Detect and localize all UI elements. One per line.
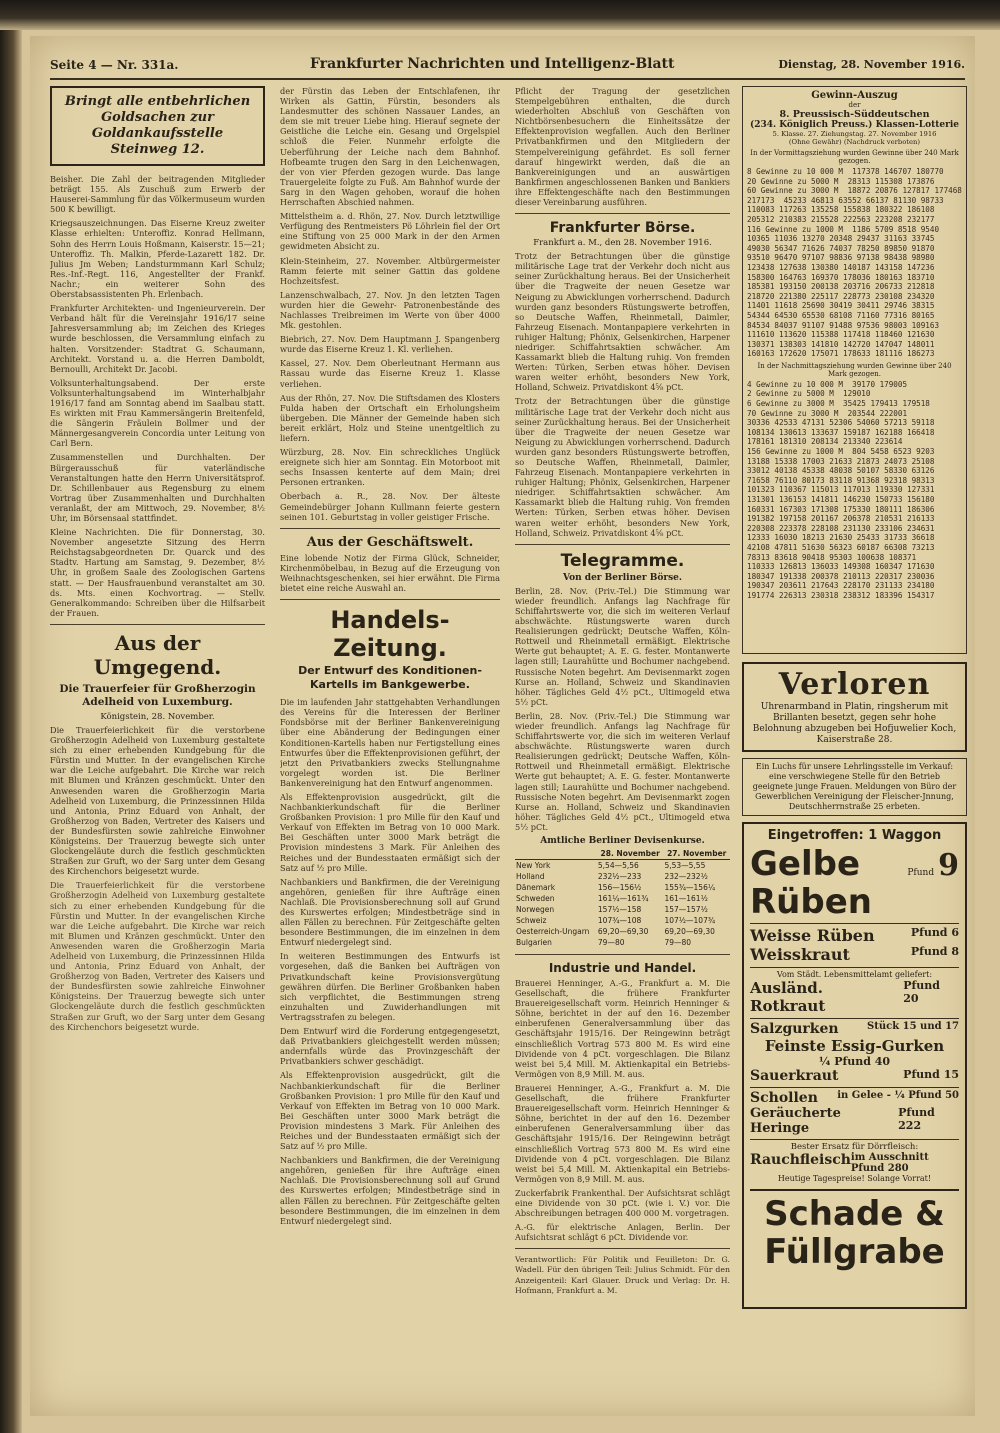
table-row: [515, 860, 730, 872]
lottery-line: 10365 11036 13270 20348 29437 31163 33745: [747, 234, 935, 244]
table-cell: 69,20—69,30: [597, 927, 649, 936]
lottery-line: 110083 117263 135258 155838 180322 186108: [747, 205, 935, 215]
store-name: Schade &: [750, 1189, 959, 1233]
article-text: Oberbach a. R., 28. Nov. Der älteste Gemeindebürger Johann Kullmann feierte gestern seinen 101. Geburtstag in voller geistiger Frische.: [280, 491, 500, 522]
divider: [515, 1248, 730, 1249]
lottery-line: 156 Gewinne zu 1000 M 804 5458 6523 9203: [747, 447, 935, 457]
table-cell: 79—80: [597, 938, 625, 947]
gold-collection-ad: Bringt alle entbehrlichen Goldsachen zur Goldankaufsstelle Steinweg 12.: [50, 86, 265, 166]
lottery-line: 191774 226313 230318 238312 183396 154317: [747, 590, 935, 600]
lottery-note: (Ohne Gewähr) (Nachdruck verboten): [788, 138, 921, 146]
article-headline: Die Trauerfeier für Großherzogin Adelheid von Luxemburg.: [59, 682, 256, 708]
item-label: Rauchfleisch: [750, 1152, 851, 1168]
article-text: Volksunterhaltungsabend. Der erste Volksunterhaltungsabend im Winterhalbjahr 1916/17 fand am Sonntag abend im Saalbau statt. Es wirkten mit Frau Kammersängerin Breitenfeld, die Sängerin Fräulein Bollmer und der Männergesangverein Concordia unter Leitung von Carl Bern.: [50, 377, 265, 449]
table-cell: 107½—107¾: [664, 916, 716, 925]
table-header: 27. November: [663, 848, 730, 860]
lost-ad-text: Uhrenarmband in Platin, ringsherum mit Brillanten besetzt, gegen sehr hohe Belohnung abzugeben bei Hofjuwelier Koch, Kaiserstraße 28.: [752, 702, 957, 745]
article-text: Mittelstheim a. d. Rhön, 27. Nov. Durch letztwillige Verfügung des Rentmeisters Pö Löhrlein fiel der Ort eine Stiftung von 25 000 Mark in der den Armen gewidmeten Absicht zu.: [280, 211, 500, 252]
grocery-ad: [742, 822, 967, 1309]
lottery-line: 11401 11618 25690 30419 30411 29746 38315: [747, 301, 935, 311]
page-edge-top: [0, 0, 1000, 30]
lottery-line: 49030 56347 71626 74037 78250 89850 91870: [747, 243, 935, 253]
divider: [280, 528, 500, 529]
section-heading: Handels-Zeitung.: [330, 606, 450, 663]
item-label: Salzgurken: [750, 1021, 839, 1037]
lost-ad-title: Verloren: [778, 667, 931, 702]
table-cell: Norwegen: [516, 905, 555, 914]
table-cell: 5,53—5,55: [664, 861, 706, 870]
article-text: Beisher. Die Zahl der beitragenden Mitglieder beträgt 155. Als Zuschuß zum Erwerb der Hauserei-Sammlung für das Völkermuseum wurden 500 K bewilligt.: [50, 174, 265, 215]
table-cell: Bulgarien: [516, 938, 552, 947]
table-cell: 161¼—161¾: [597, 894, 649, 903]
newspaper-page: [30, 36, 975, 1416]
table-cell: 155¾—156¼: [664, 883, 716, 892]
item-label: Weisskraut: [750, 945, 850, 964]
divider: [50, 624, 265, 625]
article-text: Eine lobende Notiz der Firma Glück, Schneider, Kirchenmöbelbau, in Bezug auf die Erzeugung von Weihnachtsgeschenken, sei hier erwähnt. Die Firma bietet eine reiche Auswahl an.: [280, 552, 500, 594]
table-cell: 107¾—108: [597, 916, 642, 925]
grocery-row: [750, 1018, 959, 1037]
grocery-row: [750, 945, 959, 964]
dateline: Königstein, 28. November.: [100, 711, 215, 722]
lottery-line: 205312 210383 215528 222563 223208 232177: [747, 214, 935, 224]
article-text: Nachbankiers und Bankfirmen, die der Vereinigung angehören, genießen für ihre Aufträge einen Nachlaß. Die Provisionsberechnung soll auf Grund des Kurswertes erfolgen; Mindestbeträge sind in allen Fällen zu berechnen. Für Zeitgeschäfte gelten besondere Bestimmungen, die im einzelnen in dem Entwurf niedergelegt sind.: [280, 1155, 500, 1226]
item-price: im Ausschnitt Pfund 280: [850, 1152, 929, 1174]
divider: [280, 599, 500, 600]
table-row: [515, 904, 730, 915]
lottery-line: 101323 110367 115013 117013 119330 127331: [747, 485, 935, 495]
divider: [515, 544, 730, 545]
newspaper-title: Frankfurter Nachrichten und Intelligenz-Blatt: [310, 56, 675, 72]
column-2: [280, 86, 500, 1404]
currency-table: [515, 848, 730, 948]
store-name: Füllgrabe: [764, 1232, 945, 1272]
table-cell: 161—161½: [664, 894, 708, 903]
table-cell: New York: [516, 861, 551, 870]
divider: [515, 954, 730, 955]
lottery-line: 191382 197158 201167 206378 210531 216133: [747, 514, 935, 524]
lost-item-ad: [742, 662, 967, 752]
page-number: Seite 4 — Nr. 331a.: [50, 58, 179, 72]
table-row: [515, 915, 730, 926]
lottery-line: 180347 191338 200378 210113 220317 230036: [747, 571, 935, 581]
item-price: Pfund 8: [910, 945, 959, 958]
item-note: Heutige Tagespreise! Solange Vorrat!: [777, 1174, 932, 1183]
subheading: Von der Berliner Börse.: [562, 572, 683, 583]
section-heading: Aus der Umgegend.: [93, 630, 222, 679]
table-cell: 157—157½: [664, 905, 708, 914]
item-price: in Gelee - ¼ Pfund 50: [837, 1090, 959, 1101]
lottery-line: 20 Gewinne zu 5000 M 28313 115308 173876: [747, 176, 935, 186]
article-text: Berlin, 28. Nov. (Priv.-Tel.) Die Stimmung war wieder freundlich. Anfangs lag Nachfrage für Schiffahrtswerte vor, die sich im weiteren Verlauf abschwächte. Rüstungswerte waren durch Realisierungen gedrückt; Deutsche Waffen, Köln-Rottweil und Rheinmetall ermäßigt. Elektrische Werte gut behauptet; A. E. G. fester. Montanwerte lagen still; Laurahütte und Bochumer nachgebend. Russische Noten begehrt. Am Devisenmarkt zogen Kurse an. Holland, Schweiz und Skandinavien höher. Tägliches Geld 4½ pCt., Ultimogeld etwa 5½ pCt.: [515, 710, 730, 832]
lottery-subtitle: 8. Preussisch-Süddeutschen: [779, 109, 930, 120]
lottery-line: 178161 181310 208134 213340 223614: [747, 437, 903, 447]
lottery-line: 108134 130613 133637 159187 162188 166418: [747, 427, 935, 437]
table-header: [515, 848, 597, 860]
lottery-line: 2 Gewinne zu 5000 M 129010: [747, 389, 871, 399]
lottery-line: 218720 221380 225117 228773 230108 234320: [747, 291, 935, 301]
table-cell: 5,54—5,56: [597, 861, 639, 870]
lottery-subtitle: (234. Königlich Preuss.) Klassen-Lotterie: [749, 120, 960, 130]
lottery-line: 6 Gewinne zu 3000 M 35425 179413 179518: [747, 399, 930, 409]
table-row: [515, 893, 730, 904]
lottery-line: 158300 164763 169370 178036 180163 183710: [747, 272, 935, 282]
article-text: Zuckerfabrik Frankenthal. Der Aufsichtsrat schlägt eine Dividende von 30 pCt. (wie i. V.) vor. Die Abschreibungen betragen 400 000 M. vorgetragen.: [515, 1187, 730, 1219]
lottery-line: 160331 167303 171308 175330 180111 186306: [747, 504, 935, 514]
table-row: [515, 871, 730, 882]
table-cell: 232—232½: [664, 872, 708, 881]
carrots-unit: Pfund: [907, 868, 935, 878]
lottery-line: 12333 16030 18213 21630 25433 31733 36618: [747, 533, 935, 543]
lottery-intro: In der Vormittagsziehung wurden Gewinne über 240 Mark gezogen.: [750, 149, 959, 165]
section-heading: Frankfurter Börse.: [549, 220, 696, 237]
article-text: Aus der Rhön, 27. Nov. Die Stiftsdamen des Klosters Fulda haben der Ortschaft ein Erholungsheim übergeben. Die Männer der Gemeinde haben sich bereit erklärt, Holz und Steine unentgeltlich zu liefern.: [280, 392, 500, 443]
lottery-line: 190347 203611 217643 228170 231133 234180: [747, 581, 935, 591]
section-heading: Aus der Geschäftswelt.: [306, 534, 474, 550]
article-text: In weiteren Bestimmungen des Entwurfs ist vorgesehen, daß die Banken bei Aufträgen von Privatkundschaft keine Provisionsvergütung gewähren dürfen. Die Berliner Großbanken haben sich verpflichtet, die Bestimmungen streng einzuhalten und Zuwiderhandlungen mit Vertragsstrafen zu belegen.: [280, 951, 500, 1022]
item-label: Ausländ. Rotkraut: [750, 979, 826, 1015]
lottery-numbers: [747, 380, 962, 601]
lottery-line: 93510 96470 97107 98836 97138 98438 98980: [747, 253, 935, 263]
table-cell: Holland: [516, 872, 545, 881]
item-label: Geräucherte Heringe: [750, 1106, 841, 1136]
lottery-line: 123438 127638 130380 140187 143158 147236: [747, 262, 935, 272]
lottery-line: 160163 172620 175071 178633 181116 186273: [747, 349, 935, 359]
lottery-line: 13188 15338 17003 21633 21873 24073 25108: [747, 456, 935, 466]
imprint: Verantwortlich: Für Politik und Feuilleton: Dr. G. Wadell. Für den übrigen Teil: Julius Schmidt. Für den Anzeigenteil: Karl Glauer. Druck und Verlag: Dr. H. Hofmann, Frankfurt a. M.: [515, 1255, 730, 1295]
table-cell: 69,20—69,30: [664, 927, 715, 936]
lottery-results: [742, 86, 967, 654]
lottery-line: 71658 76110 80173 83118 91368 92318 98313: [747, 475, 935, 485]
article-headline: Der Entwurf des Konditionen-Kartells im Bankgewerbe.: [298, 664, 482, 692]
lottery-line: 70 Gewinne zu 3000 M 203544 222001: [747, 408, 908, 418]
issue-date: Dienstag, 28. November 1916.: [778, 58, 965, 71]
lottery-line: 78313 83618 90418 95303 100638 108371: [747, 552, 917, 562]
table-cell: Oesterreich-Ungarn: [516, 927, 590, 936]
item-price: Pfund 20: [903, 979, 940, 1005]
grocery-waggon: Eingetroffen: 1 Waggon: [767, 828, 942, 843]
article-text: Frankfurter Architekten- und Ingenieurverein. Der Verband hält für die Vereinsjahr 1916/17 seine Jahresversammlung ab; im Zeichen des Krieges wurde beschlossen, die Versammlung einfach zu halten. Vorsitzender: Stadtrat G. Schaumann, Architekt. Vorstand u. a. die Herren Damboldt, Bernoulli, Architekt Dr. Jacobi.: [50, 303, 265, 374]
job-ad: Ein Luchs für unsere Lehrlingsstelle im Verkauf: eine verschwiegene Stelle für den Betrieb geeignete junge Frauen. Meldungen von Büro der Gewerblichen Vereinigung der Fleischer-Jnnung, Deutschherrnstraße 25 erbeten.: [742, 758, 967, 816]
grocery-row: [750, 1106, 959, 1136]
table-cell: 156—156½: [597, 883, 642, 892]
article-text: Die Trauerfeierlichkeit für die verstorbene Großherzogin Adelheid von Luxemburg gestaltete sich zu einer erhebenden Kundgebung für die Fürstin und Mutter. In der evangelischen Kirche war die Leiche aufgebahrt. Die Kirche war reich mit Blumen und Kränzen geschmückt. Unter den Anwesenden waren die Großherzogin Maria Adelheid von Luxemburg, die Prinzessinnen Hilda und Antonia, Prinz Eduard von Anhalt, der Großherzog von Baden, Vertreter des Kaisers und der Bundesfürsten sowie zahlreiche Einwohner Königsteins. Der Trauerzug bewegte sich unter Glockengeläute durch die festlich geschmückten Straßen zur Gruft, wo der Sarg unter dem Gesang des Kirchenchors beigesetzt wurde.: [50, 880, 265, 1032]
article-text: A.-G. für elektrische Anlagen, Berlin. Der Aufsichtsrat schlägt 6 pCt. Dividende vor.: [515, 1222, 730, 1243]
lottery-line: 30336 42533 47131 52306 54060 57213 59118: [747, 418, 935, 428]
lottery-line: 130371 138303 141810 142720 147047 148011: [747, 339, 935, 349]
article-text: Kleine Nachrichten. Die für Donnerstag, 30. November angesetzte Sitzung des Herrn Reichstagsabgeordneten Dr. Quarck und des Stadtv. Hartung am Samstag, 9. Dezember, 8½ Uhr, in großem Saale des Zoologischen Gartens statt. — Der Hausfrauenbund veranstaltet am 30. ds. Mts. einen Kochvortrag. — Stellv. Generalkommando: Schreiben über die Hilfsarbeit der Frauen.: [50, 527, 265, 618]
lottery-line: 8 Gewinne zu 10 000 M 117378 146707 180770: [747, 167, 944, 176]
item-label: Schollen: [750, 1090, 818, 1106]
article-text: Kriegsauszeichnungen. Das Eiserne Kreuz zweiter Klasse erhielten: Unteroffiz. Konrad Hellmann, Sohn des Herrn Louis Hoßmann, Kaiserstr. 15—21; Unteroffiz. Th. Malkin, Pferde-Lazarett 182. Dr. Julius Jm Weben; Landsturmmann Karl Schulz; Res.-Inf.-Regt. 116, Angestellter der Frankf. Nachr.; ein weiterer Sohn des Oberstabsassistenten Ph. Erlenbach.: [50, 218, 265, 300]
lottery-line: 111610 113620 115388 117418 118460 121630: [747, 330, 935, 340]
grocery-row: [750, 1152, 959, 1174]
item-label: Feinste Essig-Gurken: [764, 1037, 945, 1055]
grocery-row: [750, 1087, 959, 1106]
item-price: Pfund 222: [898, 1106, 935, 1132]
article-text: Klein-Steinheim, 27. November. Altbürgermeister Ramm feierte mit seiner Gattin das goldene Hochzeitsfest.: [280, 255, 500, 286]
article-text: Biebrich, 27. Nov. Dem Hauptmann J. Spangenberg wurde das Eiserne Kreuz 1. Kl. verliehen.: [280, 334, 500, 355]
table-header: 28. November: [597, 848, 664, 860]
lottery-subtitle: der: [848, 101, 861, 109]
item-price: Pfund 15: [903, 1068, 959, 1081]
item-price: ¼ Pfund 40: [818, 1055, 891, 1068]
article-text: Brauerei Henninger, A.-G., Frankfurt a. M. Die Gesellschaft, die frühere Frankfurter Brauereigesellschaft vorm. Heinrich Henninger & Söhne, berichtet in der auf den 16. Dezember einberufenen Generalversammlung über das Geschäftsjahr 1915/16. Der Reingewinn beträgt einschließlich Vortrag 573 800 M. Es wird eine Dividende von 4 pCt. vorgeschlagen. Die Bilanz weist bei 5,4 Mill. M. Aktienkapital ein Betriebs-Vermögen von 8,9 Mill. M. aus.: [515, 978, 730, 1079]
table-cell: 232½—233: [597, 872, 642, 881]
lottery-numbers: [747, 167, 962, 359]
item-price: Pfund 6: [910, 926, 959, 939]
item-label: Sauerkraut: [750, 1068, 839, 1084]
article-text: der Fürstin das Leben der Entschlafenen, ihr Wirken als Gattin, Fürstin, besonders als Landesmutter des schönen Nassauer Landes, an dem sie mit treuer Liebe hing. Hierauf segnete der Geistliche die Leiche ein. Gesang und Orgelspiel schloß die Feier. Nunmehr erfolgte die Ueberführung der Leiche nach dem Bahnhof. Hofbeamte trugen den Sarg in den Leichenwagen, der von vier Pferden gezogen wurde. Das lange Trauergeleite folgte zu Fuß. Am Bahnhof wurde der Sarg in den Wagen gehoben, worauf die hohen Herrschaften Abschied nahmen.: [280, 86, 500, 208]
article-text: Trotz der Betrachtungen über die günstige militärische Lage trat der Verkehr doch nicht aus seiner Zurückhaltung heraus. Bei der Unsicherheit über die Tragweite der neuen Gesetze war Neigung zu Abwicklungen vorherrschend. Dadurch wurden ganz besonders Rüstungswerte betroffen, so Deutsche Waffen, Rheinmetall, Daimler, Fahrzeug Eisenach. Montanpapiere verkehrten in ruhiger Haltung; Phönix, Gelsenkirchen, Harpener niedriger. Schiffahrtsaktien schwächer. Am Kassamarkt blieb die Haltung ruhig. Von fremden Werten: Türken, Serben etwas höher. Devisen waren weiter erhöht, besonders New York, Holland, Schweiz. Privatdiskont 4⅝ pCt.: [515, 396, 730, 538]
article-text: Als Effektenprovision ausgedrückt, gilt die Nachbankierkundschaft für die Berliner Großbanken Provision: 1 pro Mille für den Kauf und Verkauf von Effekten im Betrag von 10 000 Mark. Bei Geschäften unter 3000 Mark beträgt die Provision mindestens 3 Mark. Für Anleihen des Reiches und der Bundesstaaten ermäßigt sich der Satz auf ½ pro Mille.: [280, 791, 500, 873]
section-heading: Industrie und Handel.: [548, 961, 697, 975]
article-text: Dem Entwurf wird die Forderung entgegengesetzt, daß Privatbankiers gleichgestellt werden müssen; andernfalls würde das Provinzgeschäft der Privatbankiers schwer geschädigt.: [280, 1026, 500, 1067]
article-text: Nachbankiers und Bankfirmen, die der Vereinigung angehören, genießen für ihre Aufträge einen Nachlaß. Die Provisionsberechnung soll auf Grund des Kurswertes erfolgen; Mindestbeträge sind in allen Fällen zu berechnen. Für Zeitgeschäfte gelten besondere Bestimmungen, die im einzelnen in dem Entwurf niedergelegt sind.: [280, 876, 500, 948]
lottery-line: 220308 223378 228108 231130 233106 234631: [747, 523, 935, 533]
page-edge-left: [0, 0, 22, 1433]
column-1: [50, 86, 265, 1404]
grocery-row: [750, 1068, 959, 1084]
masthead-line: [50, 56, 965, 80]
lottery-line: 116 Gewinne zu 1000 M 1186 5709 8518 9540: [747, 224, 940, 234]
lottery-line: 33012 40138 45338 48038 50107 58330 63126: [747, 466, 935, 476]
table-cell: Schweiz: [516, 916, 547, 925]
lottery-line: 185381 193150 200138 203716 206733 212818: [747, 282, 935, 292]
carrots-row: [750, 845, 959, 921]
lottery-title: Gewinn-Auszug: [811, 90, 898, 101]
lottery-intro: In der Nachmittagsziehung wurden Gewinne über 240 Mark gezogen.: [757, 361, 952, 378]
table-cell: 157½—158: [597, 905, 642, 914]
table-row: [515, 937, 730, 948]
carrots-price: 9: [938, 848, 959, 883]
article-text: Die Trauerfeierlichkeit für die verstorbene Großherzogin Adelheid von Luxemburg gestaltete sich zu einer erhebenden Kundgebung für die Fürstin und Mutter. In der evangelischen Kirche war die Leiche aufgebahrt. Die Kirche war reich mit Blumen und Kränzen geschmückt. Unter den Anwesenden waren die Großherzogin Maria Adelheid von Luxemburg, die Prinzessinnen Hilda und Antonia, Prinz Eduard von Anhalt, der Großherzog von Baden, Vertreter des Kaisers und der Bundesfürsten sowie zahlreiche Einwohner Königsteins. Der Trauerzug bewegte sich unter Glockengeläute durch die festlich geschmückten Straßen zur Gruft, wo der Sarg unter dem Gesang des Kirchenchors beigesetzt wurde.: [50, 724, 265, 877]
lottery-line: 54344 64530 65530 68108 71160 77316 80165: [747, 310, 935, 320]
grocery-row: [750, 923, 959, 945]
lottery-line: 84534 84037 91107 91488 97536 98003 109163: [747, 320, 940, 330]
subheading: Amtliche Berliner Devisenkurse.: [540, 836, 705, 846]
lottery-line: 4 Gewinne zu 10 000 M 39170 179005: [747, 379, 908, 389]
column-3: [515, 86, 730, 1404]
article-text: Berlin, 28. Nov. (Priv.-Tel.) Die Stimmung war wieder freundlich. Anfangs lag Nachfrage für Schiffahrtswerte vor, die sich im weiteren Verlauf abschwächte. Rüstungswerte waren durch Realisierungen gedrückt; Deutsche Waffen, Köln-Rottweil und Rheinmetall ermäßigt. Elektrische Werte gut behauptet; A. E. G. fester. Montanwerte lagen still; Laurahütte und Bochumer nachgebend. Russische Noten begehrt. Am Devisenmarkt zogen Kurse an. Holland, Schweiz und Skandinavien höher. Tägliches Geld 4½ pCt., Ultimogeld etwa 5½ pCt.: [515, 585, 730, 707]
article-text: Pflicht der Tragung der gesetzlichen Stempelgebühren enthalten, die durch wiederholten Abschluß von Geschäften von Nichtbörsenbesuchern die Einheitssätze der Effektenprovision wegfallen. Auch den Berliner Privatbankfirmen und den Mitgliedern der Stempelvereinigung gefährdet. Es soll ferner darauf hingewirkt werden, daß die an Bankvereinigungen und an auswärtigen Bankfirmen angeschlossenen Banken und Bankiers ihre Effektengeschäfte nach den Bestimmungen dieser Vereinbarung ausführen.: [515, 86, 730, 208]
lottery-line: 110333 126813 136033 149308 160347 171630: [747, 562, 935, 572]
dateline: Frankfurt a. M., den 28. November 1916.: [533, 238, 712, 249]
item-note: Bester Ersatz für Dörrfleisch:: [750, 1139, 959, 1152]
column-4: [742, 86, 967, 1404]
article-text: Trotz der Betrachtungen über die günstige militärische Lage trat der Verkehr doch nicht aus seiner Zurückhaltung heraus. Bei der Unsicherheit über die Tragweite der neuen Gesetze war Neigung zu Abwicklungen vorherrschend. Dadurch wurden ganz besonders Rüstungswerte betroffen, so Deutsche Waffen, Rheinmetall, Daimler, Fahrzeug Eisenach. Montanpapiere verkehrten in ruhiger Haltung; Phönix, Gelsenkirchen, Harpener niedriger. Schiffahrtsaktien schwächer. Am Kassamarkt blieb die Haltung ruhig. Von fremden Werten: Türken, Serben etwas höher. Devisen waren weiter erhöht, besonders New York, Holland, Schweiz. Privatdiskont 4⅝ pCt.: [515, 251, 730, 393]
lottery-line: 60 Gewinne zu 3000 M 18872 20876 127817 177468: [747, 186, 962, 196]
article-text: Brauerei Henninger, A.-G., Frankfurt a. M. Die Gesellschaft, die frühere Frankfurter Brauereigesellschaft vorm. Heinrich Henninger & Söhne, berichtet in der auf den 16. Dezember einberufenen Generalversammlung über das Geschäftsjahr 1915/16. Der Reingewinn beträgt einschließlich Vortrag 573 800 M. Es wird eine Dividende von 4 pCt. vorgeschlagen. Die Bilanz weist bei 5,4 Mill. M. Aktienkapital ein Betriebs-Vermögen von 8,9 Mill. M. aus.: [515, 1082, 730, 1184]
lottery-line: 217173 45233 46813 63552 66137 81130 98733: [747, 195, 944, 205]
table-cell: 79—80: [664, 938, 692, 947]
article-text: Die im laufenden Jahr stattgehabten Verhandlungen des Vereins für die Interessen der Berliner Fondsbörse mit der Berliner Bankenvereinigung über eine Abänderung der Bedingungen einer Konditionen-Kartells haben nur Fertigstellung eines Entwurfes über die Effektenprovisionen geführt, der jetzt den Privatbankiers zwecks Stellungnahme vorgelegt worden ist. Die Berliner Bankenvereinigung hat den Entwurf angenommen.: [280, 697, 500, 788]
table-row: [515, 926, 730, 937]
divider: [515, 213, 730, 214]
item-note: Vom Städt. Lebensmittelamt geliefert:: [750, 967, 959, 979]
item-label: Weisse Rüben: [750, 926, 875, 945]
article-text: Lanzenschwalbach, 27. Nov. Jn den letzten Tagen wurden hier die Gewehr- Patronenbestände des Nachlasses Treibreimen im Werte von über 4000 Mk. gestohlen.: [280, 289, 500, 331]
table-row: [515, 882, 730, 893]
table-cell: Schweden: [516, 894, 555, 903]
carrots-label: Gelbe Rüben: [750, 844, 872, 922]
article-text: Zusammenstellen und Durchhalten. Der Bürgerausschuß für vaterländische Veranstaltungen hatte den Herrn Universitätsprof. Dr. Schillenbauer aus Regensburg zu einem Vortrag über Zusammenhalten und Durchhalten veranlaßt, der am Mittwoch, 29. November, 8½ Uhr, im Börsensaal stattfindet.: [50, 452, 265, 523]
lottery-line: 131301 136153 141811 146230 150733 156180: [747, 495, 935, 504]
lottery-line: 42108 47811 51630 56323 60187 66308 73213: [747, 542, 935, 552]
section-heading: Telegramme.: [560, 550, 685, 571]
article-text: Kassel, 27. Nov. Dem Oberleutnant Hermann aus Rassau wurde das Eiserne Kreuz 1. Klasse verliehen.: [280, 358, 500, 389]
lottery-meta: 5. Klasse. 27. Ziehungstag. 27. November 1916: [772, 130, 937, 138]
table-cell: Dänemark: [516, 883, 556, 892]
article-text: Als Effektenprovision ausgedrückt, gilt die Nachbankierkundschaft für die Berliner Großbanken Provision: 1 pro Mille für den Kauf und Verkauf von Effekten im Betrag von 10 000 Mark. Bei Geschäften unter 3000 Mark beträgt die Provision mindestens 3 Mark. Für Anleihen des Reiches und der Bundesstaaten ermäßigt sich der Satz auf ½ pro Mille.: [280, 1070, 500, 1152]
grocery-row: [750, 979, 959, 1015]
item-price: Stück 15 und 17: [867, 1021, 959, 1032]
article-text: Würzburg, 28. Nov. Ein schreckliches Unglück ereignete sich hier am Sonntag. Ein Motorboot mit sechs Insassen kenterte auf dem Main; drei Personen ertranken.: [280, 447, 500, 488]
